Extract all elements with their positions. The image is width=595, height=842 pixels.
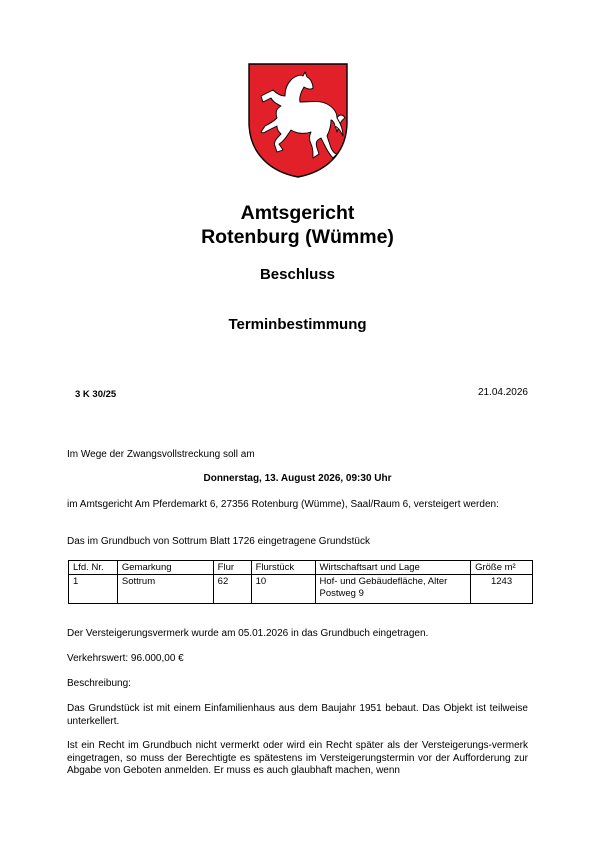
land-register-table	[68, 560, 533, 604]
column-header: Lfd. Nr.	[69, 561, 118, 575]
court-name-line1: Amtsgericht	[240, 202, 355, 224]
location-text: im Amtsgericht Am Pferdemarkt 6, 27356 Rotenburg (Wümme), Saal/Raum 6, versteigert werden:	[67, 499, 499, 510]
rechte-text: Ist ein Recht im Grundbuch nicht vermerkt oder wird ein Recht später als der Versteigerungs-vermerk eingetragen, so muss der Berechtigte es spätestens im Versteigerungstermin vor der Aufforderung zur Abgabe von Geboten anmelden. Er muss es auch glaubhaft machen, wenn	[67, 740, 528, 776]
cell-gemarkung: Sottrum	[117, 575, 213, 604]
beschreibung-label: Beschreibung:	[67, 678, 131, 689]
cell-lfd-nr: 1	[69, 575, 118, 604]
case-number: 3 K 30/25	[75, 389, 117, 400]
document-type-heading: Beschluss	[259, 266, 336, 283]
table-row	[69, 575, 533, 604]
table-header-row	[69, 561, 533, 575]
document-subject-heading: Terminbestimmung	[228, 316, 367, 333]
intro-text: Im Wege der Zwangsvollstreckung soll am	[67, 449, 255, 460]
column-header: Flurstück	[251, 561, 315, 575]
court-name	[0, 201, 595, 249]
court-name-line2: Rotenburg (Wümme)	[201, 226, 394, 248]
cell-flur: 62	[213, 575, 251, 604]
plot-intro-text: Das im Grundbuch von Sottrum Blatt 1726 eingetragene Grundstück	[67, 536, 370, 547]
cell-groesse: 1243	[471, 575, 533, 604]
vermerk-text: Der Versteigerungsvermerk wurde am 05.01.2026 in das Grundbuch eingetragen.	[67, 628, 429, 639]
cell-wirtschaftsart: Hof- und Gebäudefläche, Alter Postweg 9	[315, 575, 471, 604]
column-header: Gemarkung	[117, 561, 213, 575]
column-header: Wirtschaftsart und Lage	[315, 561, 471, 575]
column-header: Größe m²	[471, 561, 533, 575]
lower-saxony-horse-crest-icon	[247, 62, 349, 179]
verkehrswert-text: Verkehrswert: 96.000,00 €	[67, 653, 184, 664]
cell-flurstueck: 10	[251, 575, 315, 604]
column-header: Flur	[213, 561, 251, 575]
document-date: 21.04.2026	[477, 387, 528, 398]
appointment-date: Donnerstag, 13. August 2026, 09:30 Uhr	[203, 473, 392, 484]
beschreibung-text: Das Grundstück ist mit einem Einfamilienhaus aus dem Baujahr 1951 bebaut. Das Objekt ist teilweise unterkellert.	[67, 703, 528, 727]
